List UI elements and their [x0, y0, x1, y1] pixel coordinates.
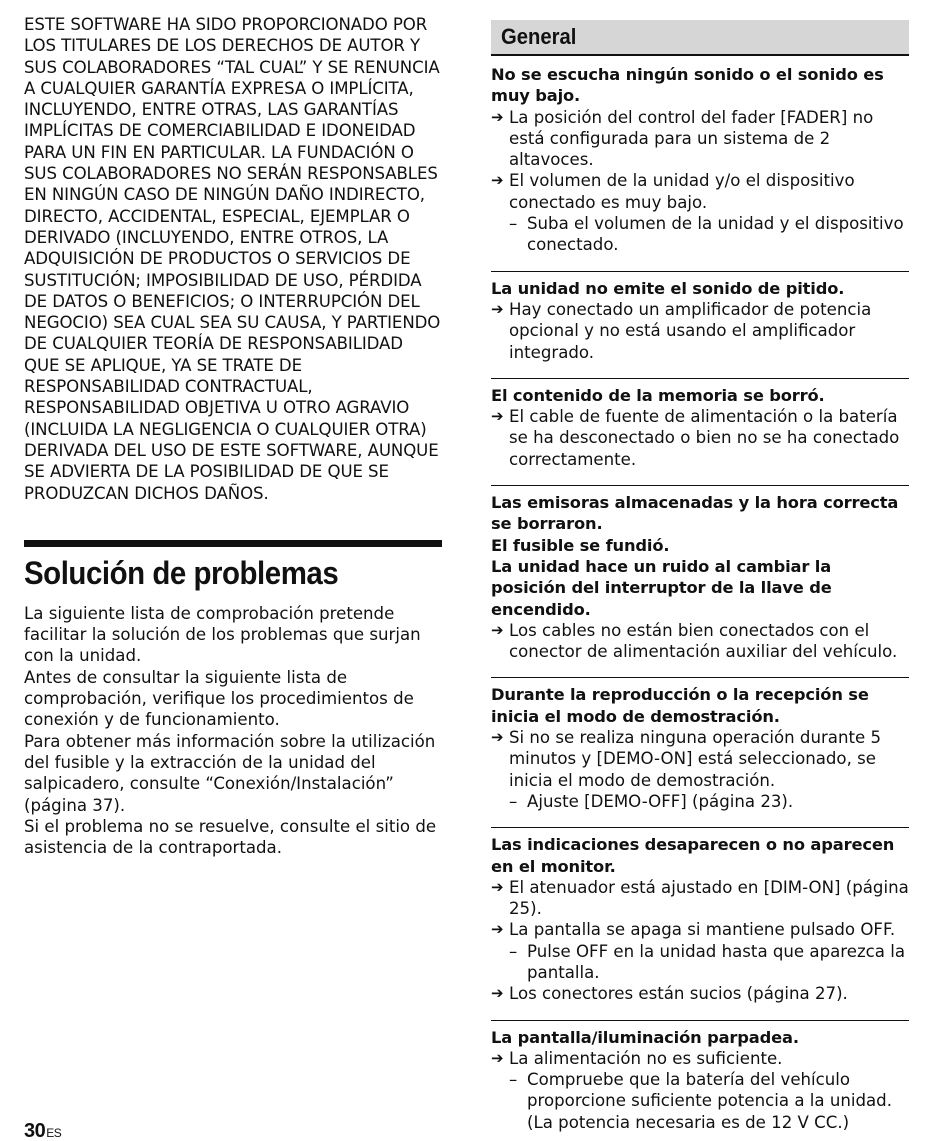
- arrow-icon: ➔: [491, 1048, 504, 1067]
- page-language: ES: [46, 1126, 62, 1140]
- issue-cause-text: Los conectores están sucios (página 27).: [509, 984, 848, 1004]
- issue-cause: [491, 877, 909, 920]
- issue-solution: [491, 941, 909, 984]
- issue-symptom: La pantalla/iluminación parpadea.: [491, 1027, 799, 1047]
- issue-cause-text: El cable de fuente de alimentación o la batería se ha desconectado o bien no se ha conectado correctamente.: [509, 407, 900, 469]
- section-rule: [24, 540, 442, 547]
- issue-symptom: Las emisoras almacenadas y la hora correcta se borraron.: [491, 493, 899, 534]
- issue-symptom: La unidad no emite el sonido de pitido.: [491, 278, 845, 298]
- issue-cause: [491, 107, 909, 171]
- issue-block: [491, 1021, 909, 1141]
- issue-solution: [491, 1069, 909, 1133]
- issue-symptom: Las indicaciones desaparecen o no aparecen en el monitor.: [491, 835, 895, 876]
- arrow-icon: ➔: [491, 728, 504, 747]
- issue-solution: [491, 791, 909, 812]
- issue-cause: [491, 983, 909, 1004]
- issue-solution-text: Ajuste [DEMO-OFF] (página 23).: [527, 791, 794, 811]
- issue-cause-text: Hay conectado un amplificador de potencia opcional y no está usando el amplificador integrado.: [509, 299, 872, 362]
- issue-cause: [491, 299, 909, 363]
- issue-cause-text: El volumen de la unidad y/o el dispositivo conectado es muy bajo.: [509, 171, 855, 212]
- issue-block: [491, 678, 909, 828]
- issue-symptom: El contenido de la memoria se borró.: [491, 385, 825, 405]
- dash-icon: –: [509, 214, 518, 234]
- issue-block: [491, 379, 909, 486]
- issue-block: [491, 486, 909, 678]
- issue-cause: [491, 620, 909, 663]
- issue-cause: [491, 727, 909, 791]
- arrow-icon: ➔: [491, 171, 504, 190]
- arrow-icon: ➔: [491, 299, 504, 318]
- issue-cause: [491, 406, 909, 470]
- issue-cause: [491, 919, 909, 940]
- issue-block: [491, 272, 909, 379]
- issue-cause-text: Los cables no están bien conectados con el conector de alimentación auxiliar del vehículo.: [509, 620, 898, 662]
- issue-solution: [491, 213, 909, 256]
- license-disclaimer: ESTE SOFTWARE HA SIDO PROPORCIONADO POR LOS TITULARES DE LOS DERECHOS DE AUTOR Y SUS COLABORADORES “TAL CUAL” Y SE RENUNCIA A CUALQUIER GARANTÍA EXPRESA O IMPLÍCITA, INCLUYENDO, ENTRE OTRAS, LAS GARANTÍAS IMPLÍCITAS DE COMERCIABILIDAD E IDONEIDAD PARA UN FIN EN PARTICULAR. LA FUNDACIÓN O SUS COLABORADORES NO SERÁN RESPONSABLES EN NINGÚN CASO DE NINGÚN DAÑO INDIRECTO, DIRECTO, ACCIDENTAL, ESPECIAL, EJEMPLAR O DERIVADO (INCLUYENDO, ENTRE OTROS, LA ADQUISICIÓN DE PRODUCTOS O SERVICIOS DE SUSTITUCIÓN; IMPOSIBILIDAD DE USO, PÉRDIDA DE DATOS O BENEFICIOS; O INTERRUPCIÓN DEL NEGOCIO) SEA CUAL SEA SU CAUSA, Y PARTIENDO DE CUALQUIER TEORÍA DE RESPONSABILIDAD QUE SE APLIQUE, YA SE TRATE DE RESPONSABILIDAD CONTRACTUAL, RESPONSABILIDAD OBJETIVA U OTRO AGRAVIO (INCLUIDA LA NEGLIGENCIA O CUALQUIER OTRA) DERIVADA DEL USO DE ESTE SOFTWARE, AUNQUE SE ADVIERTA DE LA POSIBILIDAD DE QUE SE PRODUZCAN DICHOS DAÑOS.: [24, 15, 441, 503]
- arrow-icon: ➔: [491, 620, 504, 639]
- page-number-value: 30: [24, 1120, 46, 1141]
- right-column: [491, 20, 909, 1141]
- issue-cause-text: La posición del control del fader [FADER] no está configurada para un sistema de 2 altavoces.: [509, 107, 874, 170]
- general-heading-bar: [491, 20, 909, 56]
- issue-block: [491, 56, 909, 272]
- section-title: Solución de problemas: [24, 554, 339, 591]
- issue-symptom: No se escucha ningún sonido o el sonido es muy bajo.: [491, 65, 884, 106]
- arrow-icon: ➔: [491, 407, 504, 426]
- issue-cause: [491, 1048, 909, 1069]
- left-column: [24, 14, 442, 858]
- dash-icon: –: [509, 1070, 518, 1090]
- dash-icon: –: [509, 791, 518, 811]
- arrow-icon: ➔: [491, 920, 504, 939]
- issue-solution-text: Compruebe que la batería del vehículo proporcione suficiente potencia a la unidad. (La potencia necesaria es de 12 V CC.): [527, 1070, 892, 1132]
- dash-icon: –: [509, 941, 518, 961]
- issue-cause-text: Si no se realiza ninguna operación durante 5 minutos y [DEMO-ON] está seleccionado, se inicia el modo de demostración.: [509, 728, 882, 790]
- issue-cause: [491, 170, 909, 213]
- intro-paragraph: Para obtener más información sobre la utilización del fusible y la extracción de la unidad del salpicadero, consulte “Conexión/Instalación” (página 37).: [24, 731, 436, 815]
- issue-symptom: El fusible se fundió.: [491, 535, 670, 555]
- issue-cause-text: La alimentación no es suficiente.: [509, 1048, 783, 1068]
- issue-cause-text: La pantalla se apaga si mantiene pulsado OFF.: [509, 920, 896, 940]
- arrow-icon: ➔: [491, 984, 504, 1003]
- arrow-icon: ➔: [491, 877, 504, 896]
- issue-cause-text: El atenuador está ajustado en [DIM-ON] (página 25).: [509, 877, 909, 919]
- page-number: [24, 1120, 61, 1141]
- issue-symptom: La unidad hace un ruido al cambiar la posición del interruptor de la llave de encendido.: [491, 556, 832, 619]
- intro-paragraph: Si el problema no se resuelve, consulte el sitio de asistencia de la contraportada.: [24, 816, 437, 858]
- intro-paragraph: Antes de consultar la siguiente lista de comprobación, verifique los procedimientos de conexión y de funcionamiento.: [24, 667, 414, 730]
- issue-symptom: Durante la reproducción o la recepción se inicia el modo de demostración.: [491, 685, 869, 726]
- general-heading: General: [501, 24, 577, 49]
- issue-solution-text: Suba el volumen de la unidad y el dispositivo conectado.: [527, 214, 904, 255]
- intro-paragraph: La siguiente lista de comprobación pretende facilitar la solución de los problemas que surjan con la unidad.: [24, 603, 421, 666]
- issue-block: [491, 828, 909, 1020]
- section-intro: [24, 603, 442, 859]
- arrow-icon: ➔: [491, 107, 504, 126]
- issue-solution-text: Pulse OFF en la unidad hasta que aparezca la pantalla.: [527, 941, 906, 982]
- troubleshooting-list: [491, 56, 909, 1141]
